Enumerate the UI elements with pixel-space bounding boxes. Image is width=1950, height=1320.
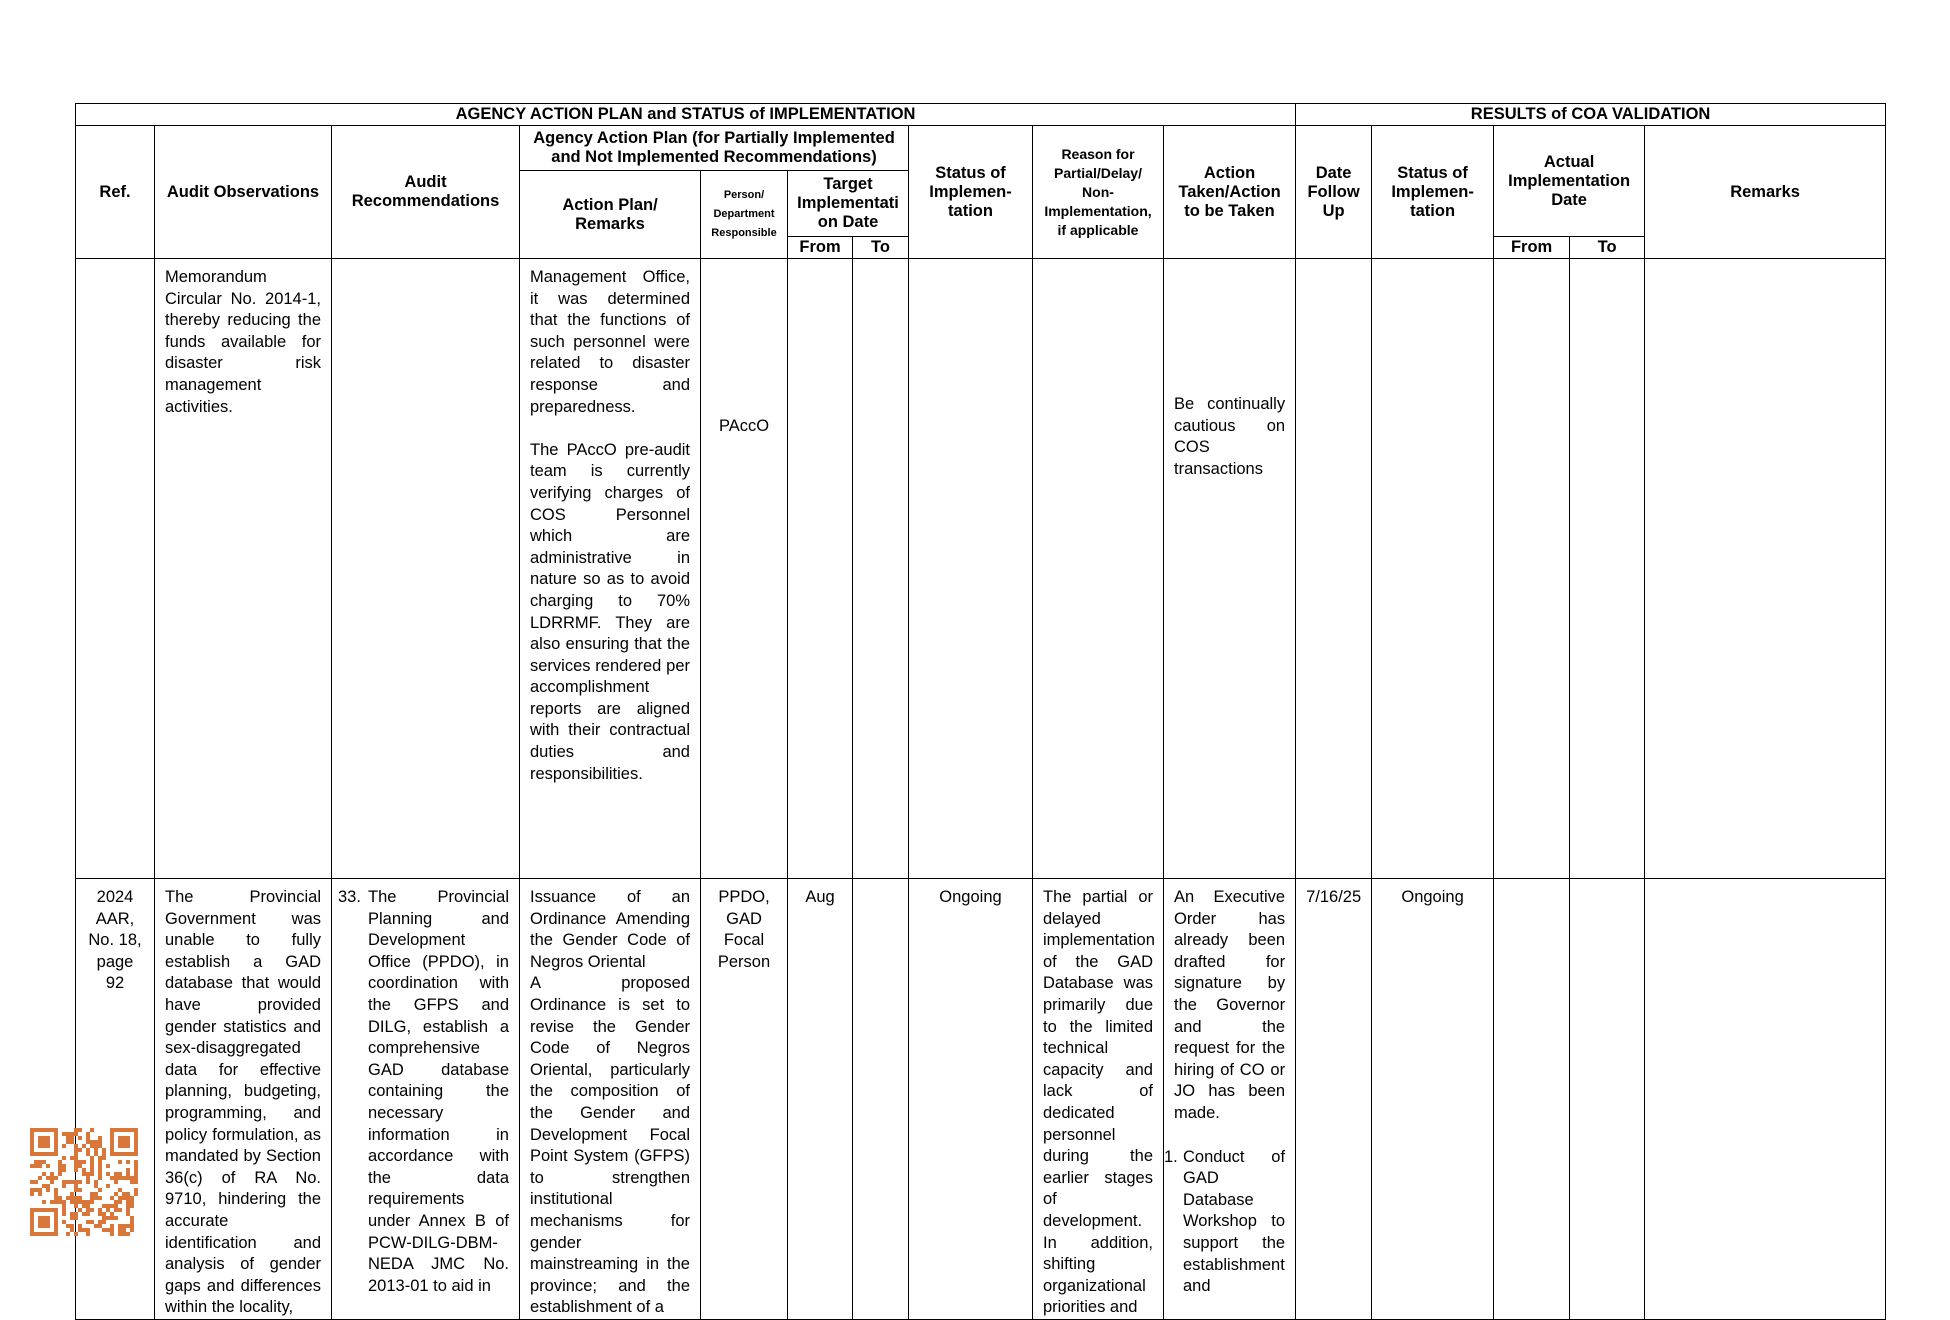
- status-cell: Ongoing: [909, 879, 1033, 1320]
- coa-status-cell: Ongoing: [1372, 879, 1494, 1320]
- target-from-header: From: [788, 237, 853, 259]
- table-row: [76, 879, 1886, 1320]
- date-follow-up-header: Date Follow Up: [1296, 126, 1372, 259]
- target-from-cell: Aug: [788, 879, 853, 1320]
- observations-cell: Memorandum Circular No. 2014-1, thereby reducing the funds available for disaster risk management activities.: [155, 259, 332, 879]
- agency-title: AGENCY ACTION PLAN and STATUS of IMPLEMENTATION: [76, 104, 1296, 126]
- reason-header: Reason for Partial/Delay/ Non- Implementation, if applicable: [1033, 126, 1164, 259]
- recommendation-cell: [332, 879, 520, 1320]
- person-cell: PAccO: [701, 259, 788, 879]
- audit-observations-header: Audit Observations: [155, 126, 332, 259]
- action-plan-cell: Issuance of an Ordinance Amending the Gender Code of Negros Oriental A proposed Ordinance is set to revise the Gender Code of Negros Oriental, particularly the composition of the Gender and Development Focal Point System (GFPS) to strengthen institutional mechanisms for gender mainstreaming in the province; and the establishment of a: [520, 879, 701, 1320]
- qr-code: [30, 1128, 138, 1236]
- person-cell: PPDO, GAD Focal Person: [701, 879, 788, 1320]
- target-to-cell: [853, 879, 909, 1320]
- actual-to-cell: [1570, 259, 1645, 879]
- recommendation-text: The Provincial Planning and Development Office (PPDO), in coordination with the GFPS and DILG, establish a comprehensive GAD database containing the necessary information in accordance with the data requirements under Annex B of PCW-DILG-DBM-NEDA JMC No. 2013-01 to aid in: [368, 888, 509, 1295]
- action-taken-header: Action Taken/Action to be Taken: [1164, 126, 1296, 259]
- coa-status-header: Status of Implemen- tation: [1372, 126, 1494, 259]
- action-taken-text: An Executive Order has already been drafted for signature by the Governor and the request for the hiring of CO or JO has been made.: [1174, 888, 1286, 1122]
- observations-cell: The Provincial Government was unable to fully establish a GAD database that would have provided gender statistics and sex-disaggregated data for effective planning, budgeting, programming, and policy formulation, as mandated by Section 36(c) of RA No. 9710, hindering the accurate identification and analysis of gender gaps and differences within the locality,: [155, 879, 332, 1320]
- coa-title: RESULTS of COA VALIDATION: [1296, 104, 1886, 126]
- action-item-text: Conduct of GAD Database Workshop to support the establishment and: [1183, 1147, 1286, 1296]
- target-to-header: To: [853, 237, 909, 259]
- reason-cell: [1033, 259, 1164, 879]
- target-from-cell: [788, 259, 853, 879]
- follow-up-cell: 7/16/25: [1296, 879, 1372, 1320]
- target-date-header: Target Implementati on Date: [788, 171, 909, 237]
- action-plan-cell: Management Office, it was determined that the functions of such personnel were related to disaster response and preparedness. The PAccO pre-audit team is currently verifying charges of COS Personnel which are administrative in nature so as to avoid charging to 70% LDRRMF. They are also ensuring that the services rendered per accomplishment reports are aligned with their contractual duties and responsibilities.: [520, 259, 701, 879]
- actual-to-header: To: [1570, 237, 1645, 259]
- reason-cell: The partial or delayed implementation of the GAD Database was primarily due to the limited technical capacity and lack of dedicated personnel during the earlier stages of development. In addition, shifting organizational priorities and: [1033, 879, 1164, 1320]
- actual-from-cell: [1494, 259, 1570, 879]
- table-row: [76, 259, 1886, 879]
- action-taken-cell: [1164, 879, 1296, 1320]
- target-to-cell: [853, 259, 909, 879]
- action-plan-header: Action Plan/ Remarks: [520, 171, 701, 259]
- remarks-cell: [1645, 259, 1886, 879]
- recommendation-number: 33.: [338, 888, 361, 906]
- ref-cell: [76, 259, 155, 879]
- ref-header: Ref.: [76, 126, 155, 259]
- ref-cell: 2024 AAR, No. 18, page 92: [76, 879, 155, 1320]
- actual-to-cell: [1570, 879, 1645, 1320]
- recommendation-cell: [332, 259, 520, 879]
- remarks-cell: [1645, 879, 1886, 1320]
- follow-up-cell: [1296, 259, 1372, 879]
- remarks-header: Remarks: [1645, 126, 1886, 259]
- status-cell: [909, 259, 1033, 879]
- audit-recommendations-header: Audit Recommendations: [332, 126, 520, 259]
- coa-status-cell: [1372, 259, 1494, 879]
- status-header: Status of Implemen- tation: [909, 126, 1033, 259]
- action-taken-cell: Be continually cautious on COS transactions: [1164, 259, 1296, 879]
- action-item-number: 1.: [1164, 1147, 1178, 1166]
- actual-from-header: From: [1494, 237, 1570, 259]
- actual-date-header: Actual Implementation Date: [1494, 126, 1645, 237]
- action-plan-group-header: Agency Action Plan (for Partially Implemented and Not Implemented Recommendations): [520, 126, 909, 171]
- actual-from-cell: [1494, 879, 1570, 1320]
- person-responsible-header: Person/ Department Responsible: [701, 171, 788, 259]
- action-plan-table: [75, 103, 1886, 1320]
